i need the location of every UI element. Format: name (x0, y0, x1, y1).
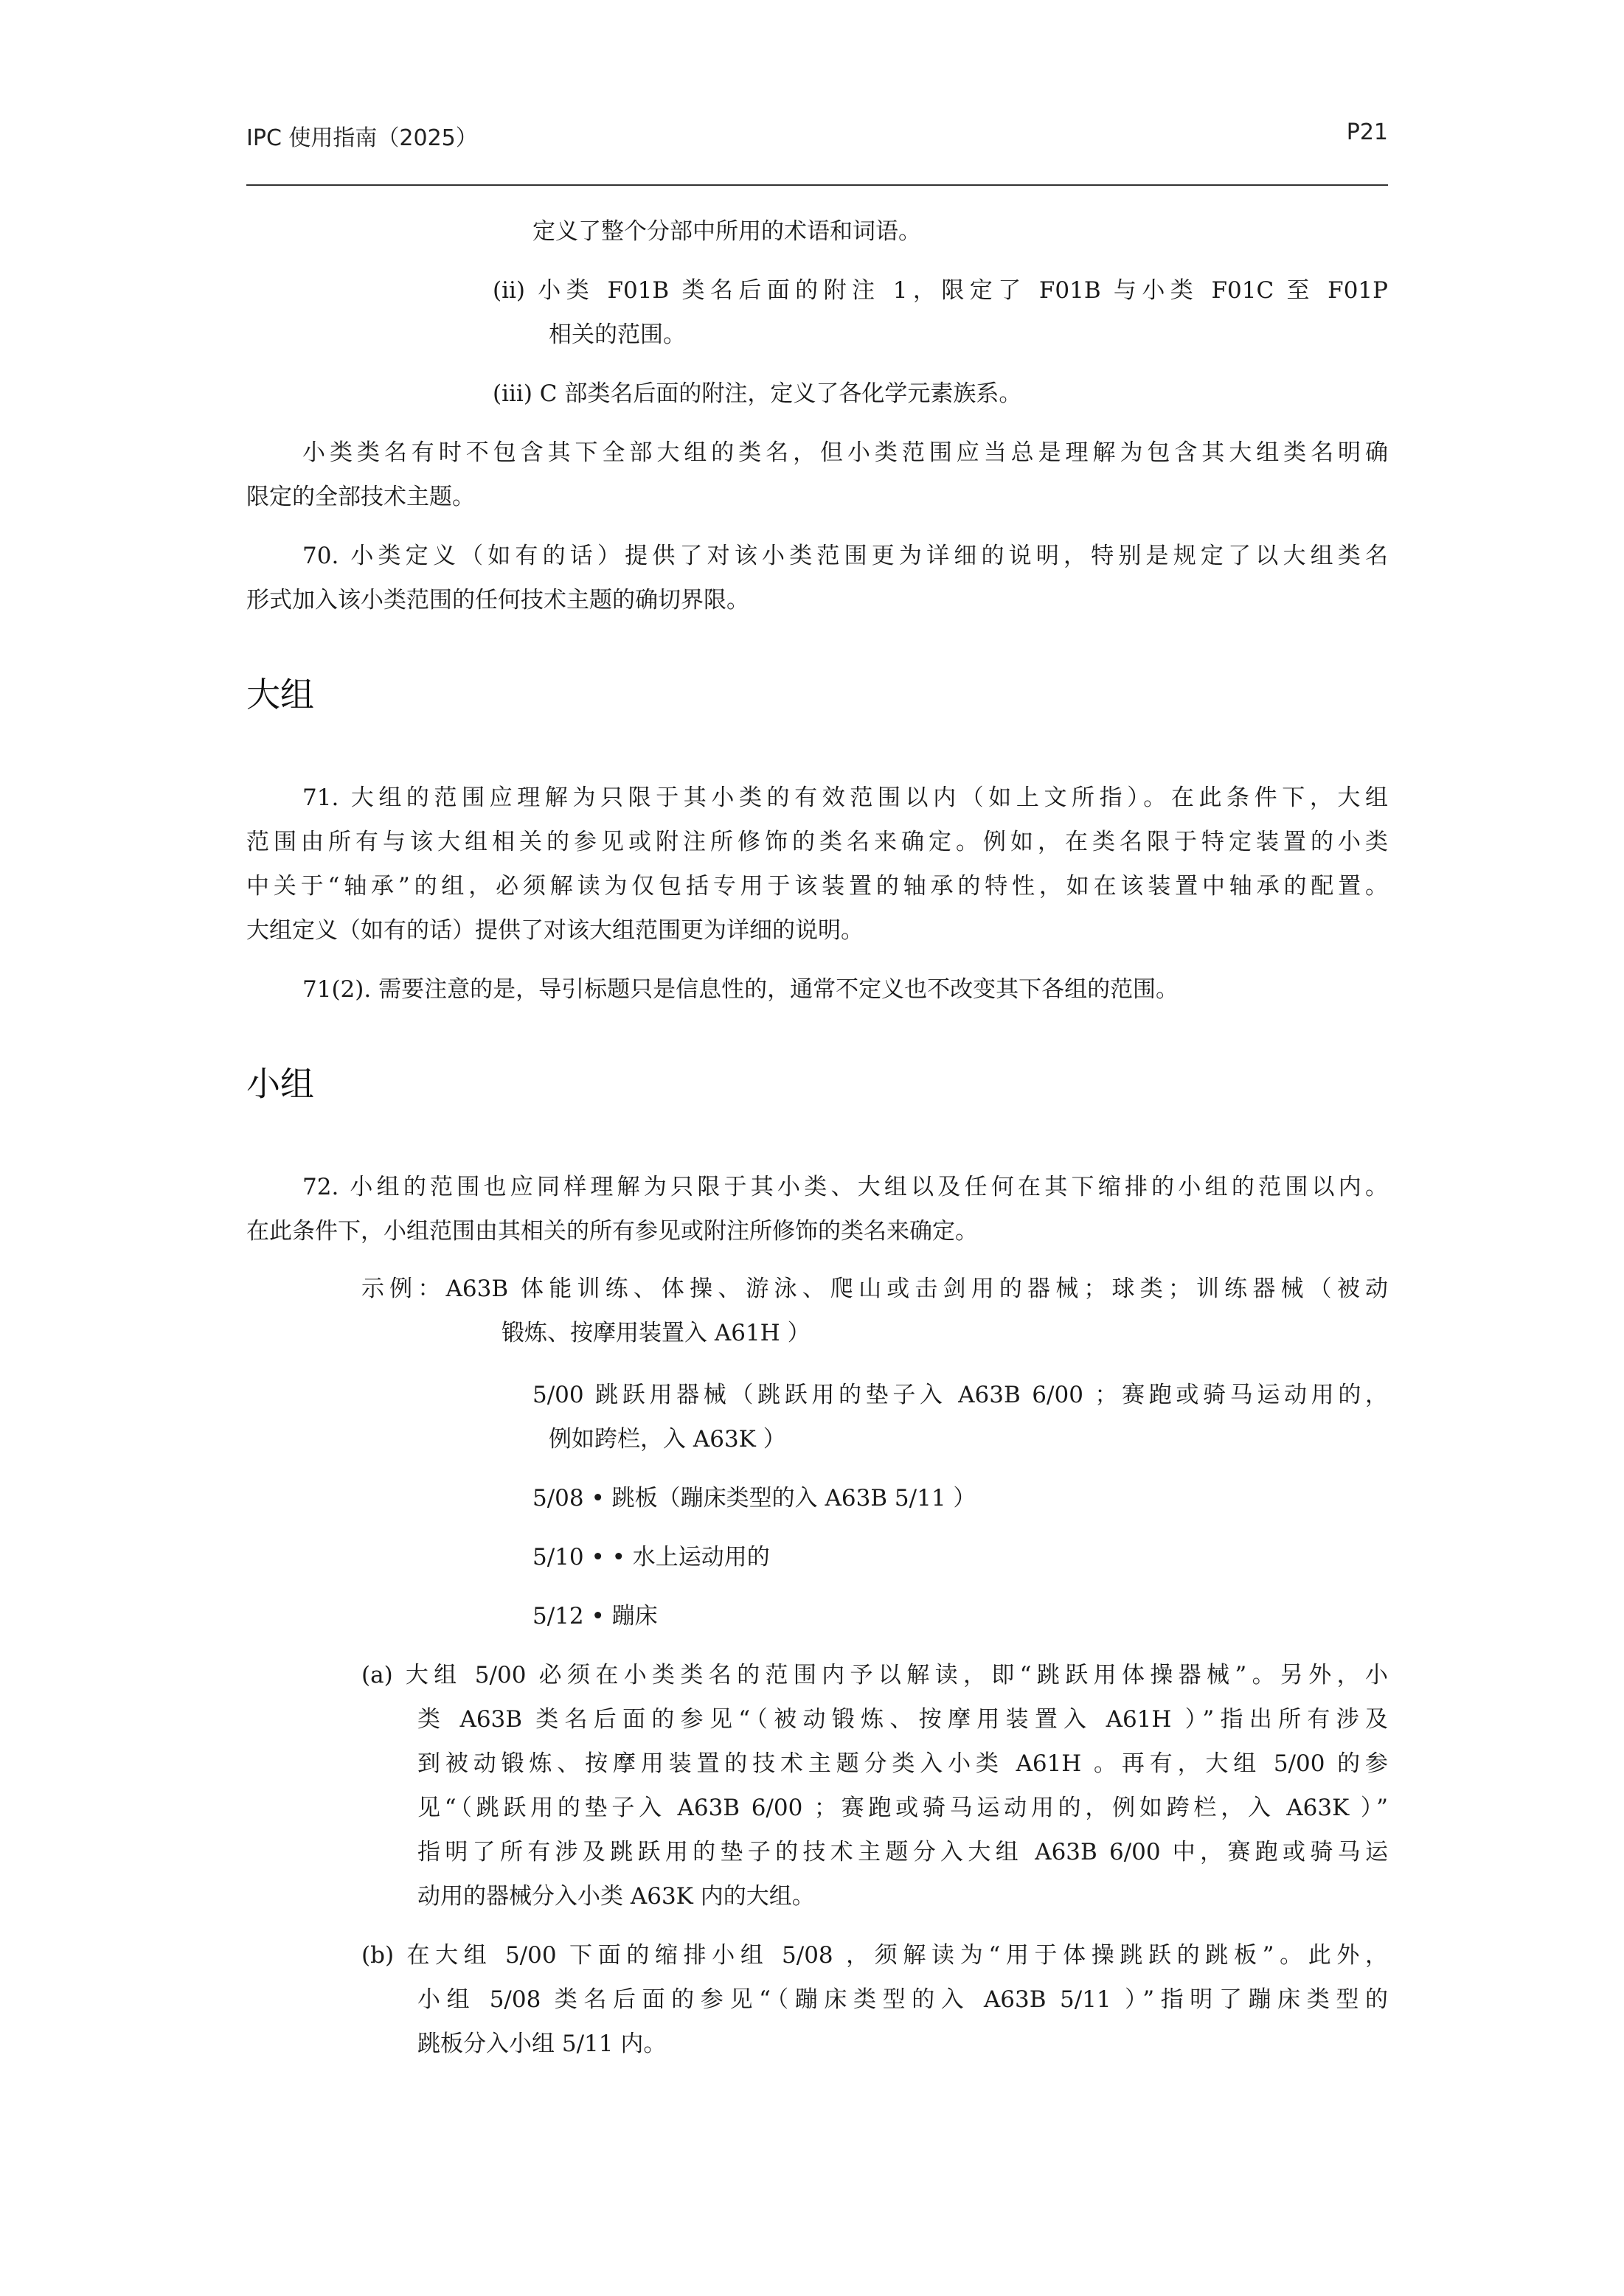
note-a-line: 动用的器械分入小类 A63K 内的大组。 (417, 1883, 815, 1910)
section-heading-main-group: 大组 (246, 675, 314, 714)
paragraph-line: 小类类名有时不包含其下全部大组的类名，但小类范围应当总是理解为包含其大组类名明确 (302, 439, 1388, 466)
note-a: (a) 大组 5/00 必须在小类类名的范围内予以解读，即“跳跃用体操器械”。另外，小 (361, 1662, 1388, 1688)
note-b: (b) 在大组 5/00 下面的缩排小组 5/08 ，须解读为“用于体操跳跃的跳板”。此外， (361, 1942, 1388, 1969)
section-heading-subgroup: 小组 (246, 1064, 314, 1104)
paragraph-line: 范围由所有与该大组相关的参见或附注所修饰的类名来确定。例如，在类名限于特定装置的小类 (246, 829, 1388, 855)
paragraph-line: 形式加入该小类范围的任何技术主题的确切界限。 (246, 587, 749, 613)
header-divider (246, 184, 1388, 186)
page-number: P21 (1346, 119, 1388, 145)
example-line: 示例：A63B 体能训练、体操、游泳、爬山或击剑用的器械；球类；训练器械（被动 (361, 1276, 1388, 1302)
paragraph-line: 限定的全部技术主题。 (246, 484, 475, 510)
paragraph-71: 71. 大组的范围应理解为只限于其小类的有效范围以内（如上文所指）。在此条件下，大组 (302, 785, 1388, 811)
note-a-line: 到被动锻炼、按摩用装置的技术主题分类入小类 A61H 。再有，大组 5/00 的参 (417, 1750, 1388, 1777)
paragraph-line: 在此条件下，小组范围由其相关的所有参见或附注所修饰的类名来确定。 (246, 1218, 978, 1245)
note-a-line: 见“（跳跃用的垫子入 A63B 6/00 ；赛跑或骑马运动用的，例如跨栏，入 A63K ）” (417, 1795, 1388, 1821)
list-item-iii: (iii) C 部类名后面的附注，定义了各化学元素族系。 (493, 380, 1022, 407)
note-b-line: 跳板分入小组 5/11 内。 (417, 2031, 667, 2057)
example-line: 锻炼、按摩用装置入 A61H ） (502, 1320, 811, 1346)
page-header (246, 119, 1388, 156)
note-a-line: 指明了所有涉及跳跃用的垫子的技术主题分入大组 A63B 6/00 中，赛跑或骑马运 (417, 1839, 1388, 1865)
example-group-5-08: 5/08 • 跳板（蹦床类型的入 A63B 5/11 ） (532, 1485, 976, 1511)
example-group-5-12: 5/12 • 蹦床 (532, 1603, 658, 1629)
paragraph-line: 大组定义（如有的话）提供了对该大组范围更为详细的说明。 (246, 917, 864, 944)
text-line: 定义了整个分部中所用的术语和词语。 (532, 218, 921, 245)
paragraph-70: 70. 小类定义（如有的话）提供了对该小类范围更为详细的说明，特别是规定了以大组类名 (302, 543, 1388, 569)
example-group-5-10: 5/10 • • 水上运动用的 (532, 1544, 770, 1570)
paragraph-71-2: 71(2). 需要注意的是，导引标题只是信息性的，通常不定义也不改变其下各组的范围。 (302, 976, 1179, 1003)
example-group-5-00: 5/00 跳跃用器械（跳跃用的垫子入 A63B 6/00 ；赛跑或骑马运动用的， (532, 1382, 1388, 1408)
note-a-line: 类 A63B 类名后面的参见“（被动锻炼、按摩用装置入 A61H ）”指出所有涉及 (417, 1706, 1388, 1733)
paragraph-line: 中关于“轴承”的组，必须解读为仅包括专用于该装置的轴承的特性，如在该装置中轴承的配置。 (246, 873, 1388, 900)
text-line: 相关的范围。 (549, 321, 686, 348)
paragraph-72: 72. 小组的范围也应同样理解为只限于其小类、大组以及任何在其下缩排的小组的范围以内。 (302, 1174, 1388, 1200)
header-title: IPC 使用指南（2025） (246, 125, 478, 151)
example-line: 例如跨栏，入 A63K ） (549, 1426, 786, 1453)
note-b-line: 小组 5/08 类名后面的参见“（蹦床类型的入 A63B 5/11 ）”指明了蹦床类型的 (417, 1986, 1388, 2013)
list-item-ii: (ii) 小类 F01B 类名后面的附注 1，限定了 F01B 与小类 F01C 至 F01P (493, 277, 1388, 304)
